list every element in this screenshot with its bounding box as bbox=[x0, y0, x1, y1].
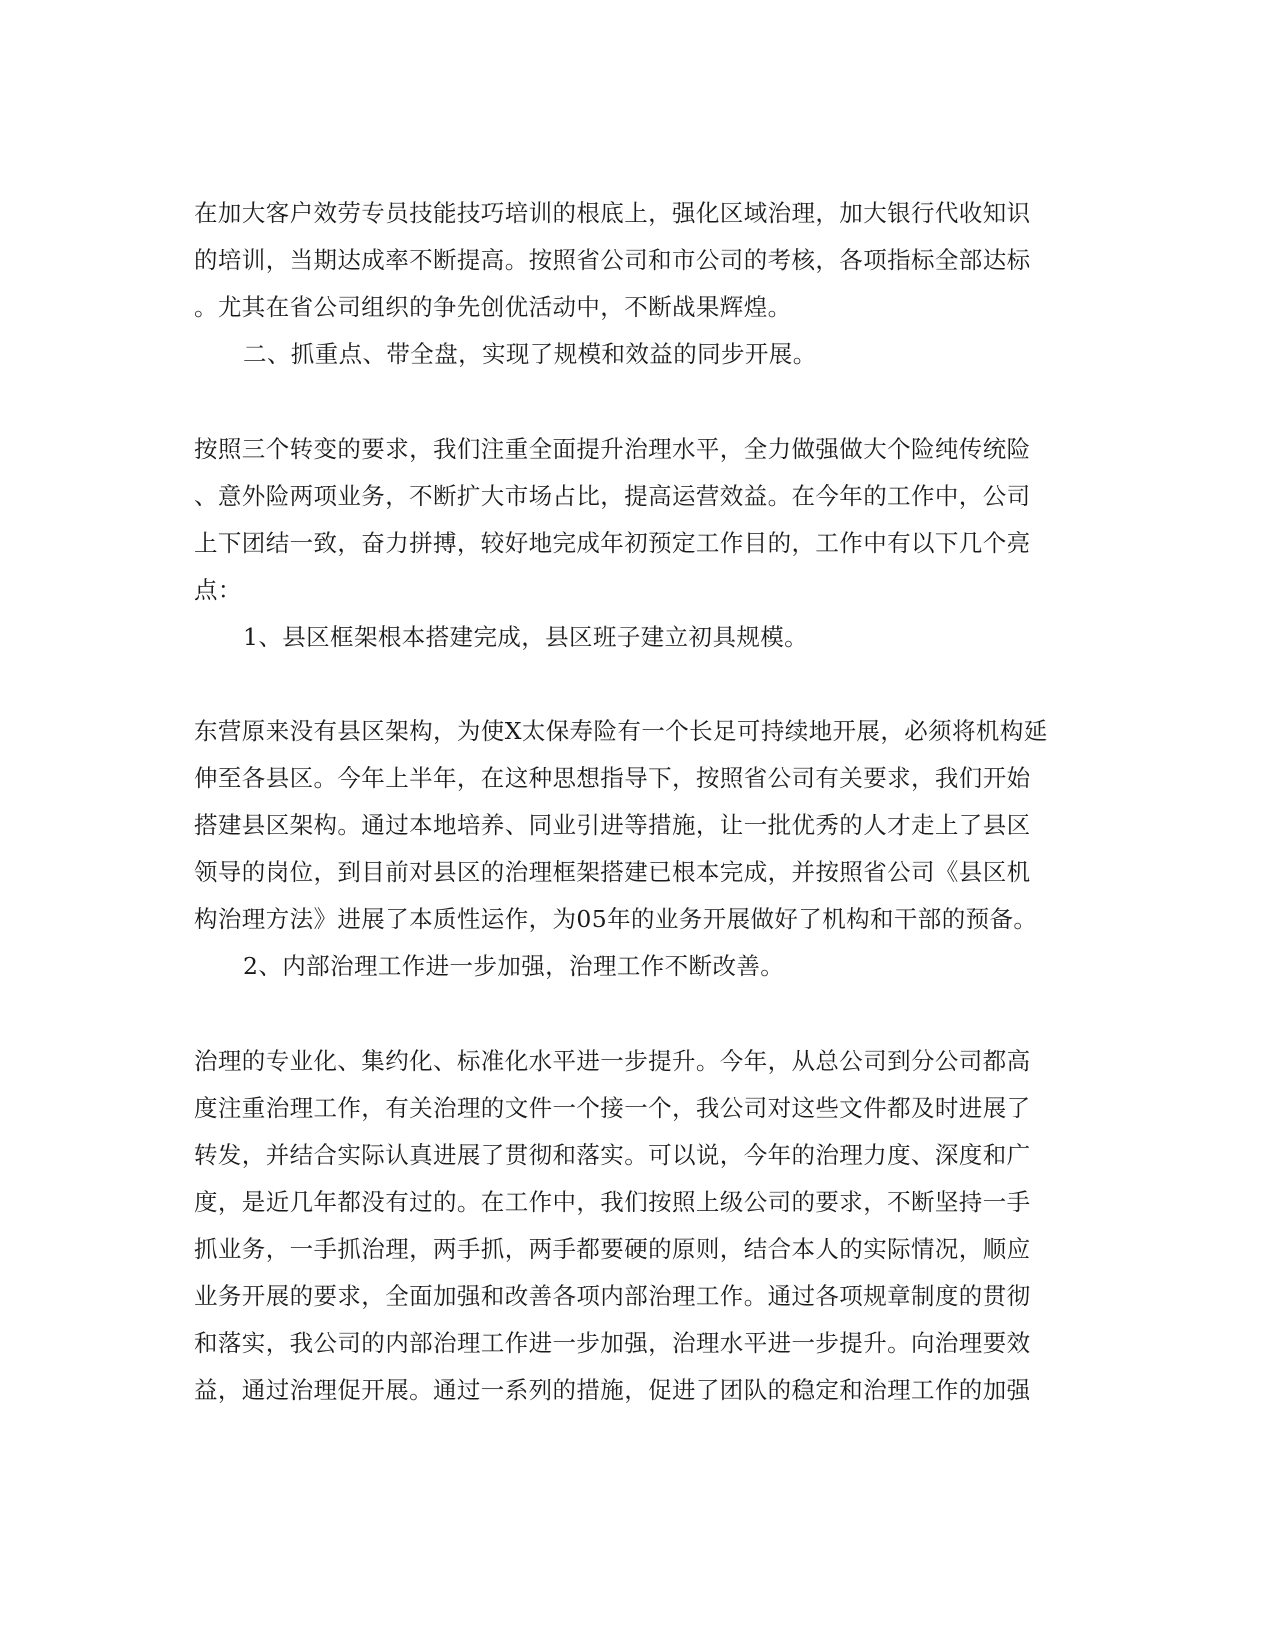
paragraph-line: 按照三个转变的要求，我们注重全面提升治理水平，全力做强做大个险纯传统险 bbox=[194, 435, 1031, 463]
paragraph-line: 业务开展的要求，全面加强和改善各项内部治理工作。通过各项规章制度的贯彻 bbox=[194, 1282, 1031, 1310]
paragraph-line: 在加大客户效劳专员技能技巧培训的根底上，强化区域治理，加大银行代收知识 bbox=[194, 199, 1031, 227]
paragraph-line: 转发，并结合实际认真进展了贯彻和落实。可以说，今年的治理力度、深度和广 bbox=[194, 1141, 1031, 1169]
paragraph-line: 领导的岗位，到目前对县区的治理框架搭建已根本完成，并按照省公司《县区机 bbox=[194, 858, 1031, 886]
paragraph-line: 度，是近几年都没有过的。在工作中，我们按照上级公司的要求，不断坚持一手 bbox=[194, 1188, 1031, 1216]
paragraph-line: 度注重治理工作，有关治理的文件一个接一个，我公司对这些文件都及时进展了 bbox=[194, 1094, 1031, 1122]
paragraph-line: 搭建县区架构。通过本地培养、同业引进等措施，让一批优秀的人才走上了县区 bbox=[194, 811, 1031, 839]
paragraph-line: 上下团结一致，奋力拼搏，较好地完成年初预定工作目的，工作中有以下几个亮 bbox=[194, 529, 1031, 557]
section-heading: 二、抓重点、带全盘，实现了规模和效益的同步开展。 bbox=[243, 340, 817, 368]
paragraph-line: 构治理方法》进展了本质性运作，为05年的业务开展做好了机构和干部的预备。 bbox=[194, 905, 1038, 933]
paragraph-line: 抓业务，一手抓治理，两手抓，两手都要硬的原则，结合本人的实际情况，顺应 bbox=[194, 1235, 1031, 1263]
paragraph-line: 。尤其在省公司组织的争先创优活动中，不断战果辉煌。 bbox=[194, 293, 792, 321]
paragraph-line: 东营原来没有县区架构，为使X太保寿险有一个长足可持续地开展，必须将机构延 bbox=[194, 717, 1048, 745]
paragraph-line: 伸至各县区。今年上半年，在这种思想指导下，按照省公司有关要求，我们开始 bbox=[194, 764, 1031, 792]
paragraph-line: 的培训，当期达成率不断提高。按照省公司和市公司的考核，各项指标全部达标 bbox=[194, 246, 1031, 274]
paragraph-line: 、意外险两项业务，不断扩大市场占比，提高运营效益。在今年的工作中，公司 bbox=[194, 482, 1031, 510]
paragraph-line: 点： bbox=[194, 576, 242, 604]
paragraph-line: 益，通过治理促开展。通过一系列的措施，促进了团队的稳定和治理工作的加强 bbox=[194, 1376, 1031, 1404]
paragraph-line: 和落实，我公司的内部治理工作进一步加强，治理水平进一步提升。向治理要效 bbox=[194, 1329, 1031, 1357]
paragraph-line: 治理的专业化、集约化、标准化水平进一步提升。今年，从总公司到分公司都高 bbox=[194, 1047, 1031, 1075]
subsection-heading: 1、县区框架根本搭建完成，县区班子建立初具规模。 bbox=[243, 623, 809, 651]
subsection-heading: 2、内部治理工作进一步加强，治理工作不断改善。 bbox=[243, 952, 785, 980]
